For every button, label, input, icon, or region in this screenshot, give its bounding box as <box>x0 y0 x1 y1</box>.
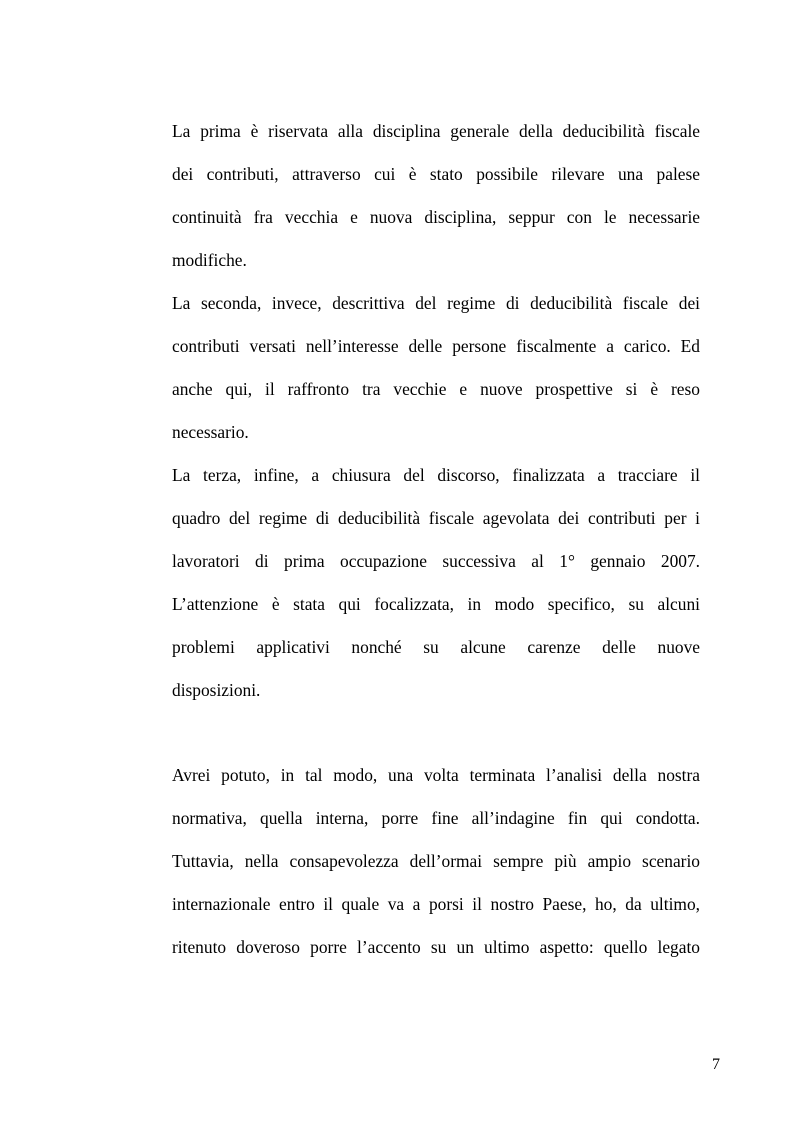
paragraph-international <box>172 754 700 969</box>
text-line: quadro del regime di deducibilità fiscale agevolata dei contributi per i <box>172 508 700 528</box>
text-line: disposizioni. <box>172 680 261 700</box>
text-line: La prima è riservata alla disciplina generale della deducibilità fiscale <box>172 121 700 141</box>
text-line: ritenuto doveroso porre l’accento su un ultimo aspetto: quello legato <box>172 937 700 957</box>
paragraph-group-summary <box>172 110 700 712</box>
text-line: anche qui, il raffronto tra vecchie e nuove prospettive si è reso <box>172 379 700 399</box>
text-line: continuità fra vecchia e nuova disciplina, seppur con le necessarie <box>172 207 700 227</box>
text-line: La terza, infine, a chiusura del discorso, finalizzata a tracciare il <box>172 465 700 485</box>
text-line: necessario. <box>172 422 249 442</box>
text-line: dei contributi, attraverso cui è stato possibile rilevare una palese <box>172 164 700 184</box>
text-line: problemi applicativi nonché su alcune carenze delle nuove <box>172 637 700 657</box>
text-line: lavoratori di prima occupazione successiva al 1° gennaio 2007. <box>172 551 700 571</box>
text-line: internazionale entro il quale va a porsi il nostro Paese, ho, da ultimo, <box>172 894 700 914</box>
page-number: 7 <box>712 1056 720 1073</box>
text-line: normativa, quella interna, porre fine all’indagine fin qui condotta. <box>172 808 700 828</box>
text-line: contributi versati nell’interesse delle persone fiscalmente a carico. Ed <box>172 336 700 356</box>
text-line: Tuttavia, nella consapevolezza dell’ormai sempre più ampio scenario <box>172 851 700 871</box>
text-line: L’attenzione è stata qui focalizzata, in modo specifico, su alcuni <box>172 594 700 614</box>
text-line: modifiche. <box>172 250 247 270</box>
text-line: La seconda, invece, descrittiva del regime di deducibilità fiscale dei <box>172 293 700 313</box>
text-line: Avrei potuto, in tal modo, una volta terminata l’analisi della nostra <box>172 765 700 785</box>
